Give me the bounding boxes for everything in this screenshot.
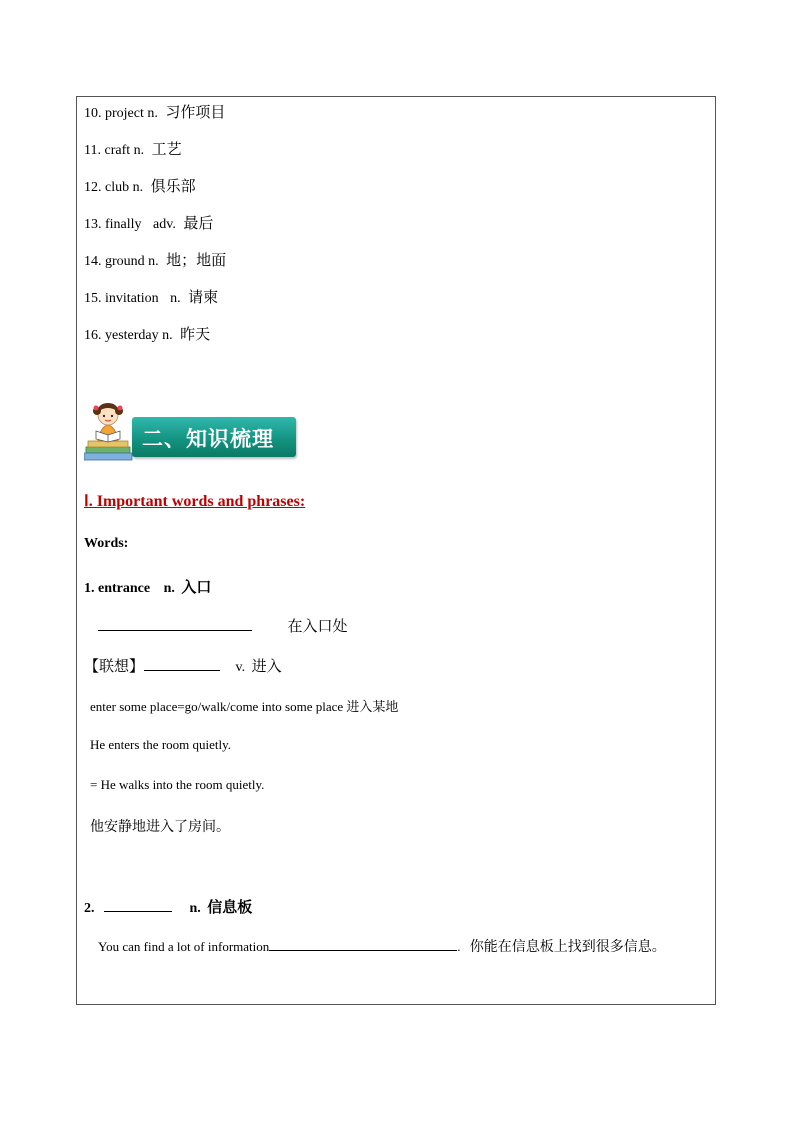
entry-meaning: 入口 (181, 578, 212, 596)
vocab-num: 12. (84, 180, 102, 195)
fill-blank[interactable] (104, 897, 172, 912)
vocab-num: 10. (84, 106, 102, 121)
vocab-num: 13. (84, 217, 102, 232)
entry-meaning: 信息板 (207, 898, 253, 916)
entry-pos: n. (189, 901, 201, 916)
vocab-meaning: 工艺 (151, 140, 182, 158)
entry-1-association (84, 655, 282, 676)
example-sentence: = He walks into the room quietly. (90, 777, 265, 792)
section-title: 二、知识梳理 (142, 427, 274, 451)
vocab-meaning: 昨天 (180, 325, 211, 343)
example-translation: 他安静地进入了房间。 (90, 819, 230, 835)
vocab-item (84, 249, 226, 270)
vocab-num: 16. (84, 328, 102, 343)
vocab-item (84, 286, 218, 307)
fill-blank[interactable] (269, 936, 457, 951)
vocab-word: ground (105, 254, 145, 269)
vocab-pos: n. (148, 254, 159, 269)
section-banner (84, 395, 299, 465)
vocab-pos: n. (132, 180, 144, 195)
vocab-word: craft (104, 143, 131, 158)
phrase-meaning: 在入口处 (287, 617, 348, 635)
vocab-word: club (105, 180, 130, 195)
association-label: 【联想】 (84, 657, 145, 675)
entry-2-sentence (98, 936, 666, 956)
vocab-meaning: 地；地面 (166, 251, 227, 269)
vocab-pos: adv. (153, 217, 176, 232)
vocab-pos: n. (147, 106, 158, 121)
vocab-num: 15. (84, 291, 102, 306)
sentence-end: . (457, 939, 461, 954)
sentence-translation: 你能在信息板上找到很多信息。 (469, 939, 666, 955)
words-label: Words: (84, 536, 129, 551)
vocab-item (84, 323, 210, 344)
entry-word: 1. entrance (84, 581, 151, 596)
association-meaning: 进入 (251, 657, 282, 675)
vocab-pos: n. (170, 291, 181, 306)
section-heading: Ⅰ. Important words and phrases: (84, 493, 306, 510)
vocab-item (84, 138, 182, 159)
vocab-num: 14. (84, 254, 102, 269)
vocab-meaning: 最后 (183, 214, 214, 232)
vocab-item (84, 212, 213, 233)
entry-1-head (84, 576, 211, 597)
entry-1-phrase (98, 615, 348, 636)
fill-blank[interactable] (98, 616, 252, 631)
vocab-word: yesterday (105, 328, 159, 343)
association-pos: v. (235, 660, 246, 675)
vocab-meaning: 俱乐部 (150, 177, 196, 195)
entry-num: 2. (84, 901, 95, 916)
sentence-text: You can find a lot of information (98, 939, 270, 954)
entry-pos: n. (163, 581, 175, 596)
example-sentence: He enters the room quietly. (90, 737, 232, 752)
vocab-pos: n. (162, 328, 173, 343)
vocab-pos: n. (133, 143, 145, 158)
vocab-item (84, 101, 225, 122)
fill-blank[interactable] (144, 656, 220, 671)
vocab-item (84, 175, 196, 196)
vocab-meaning: 习作项目 (165, 103, 226, 121)
vocab-word: project (105, 106, 144, 121)
vocab-num: 11. (84, 143, 101, 158)
entry-2-head (84, 896, 252, 917)
vocab-word: invitation (105, 291, 159, 306)
vocab-meaning: 请柬 (188, 288, 219, 306)
usage-note: enter some place=go/walk/come into some place 进入某地 (90, 699, 399, 714)
vocab-word: finally (105, 217, 142, 232)
